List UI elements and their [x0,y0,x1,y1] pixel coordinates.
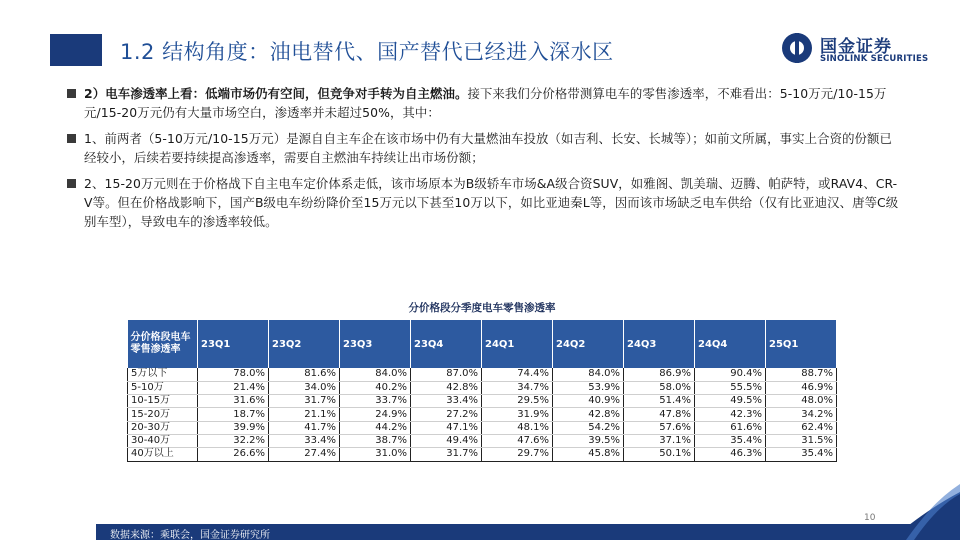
value-cell: 37.1% [624,434,695,447]
value-cell: 18.7% [198,408,269,421]
value-cell: 39.9% [198,421,269,434]
value-cell: 33.4% [269,434,340,447]
value-cell: 81.6% [269,368,340,381]
table-caption: 分价格段分季度电车零售渗透率 [408,302,556,314]
square-bullet-icon [67,134,76,143]
value-cell: 62.4% [766,421,837,434]
value-cell: 45.8% [553,448,624,461]
row-label-cell: 20-30万 [128,421,198,434]
logo-text-cn: 国金证券 [820,37,892,57]
value-cell: 46.3% [695,448,766,461]
row-label-cell: 40万以上 [128,448,198,461]
table-row [128,434,837,447]
value-cell: 21.1% [269,408,340,421]
value-cell: 42.8% [553,408,624,421]
table-row [128,368,837,381]
value-cell: 26.6% [198,448,269,461]
column-header: 23Q3 [340,320,411,368]
column-header: 23Q1 [198,320,269,368]
table-header-row [128,320,837,368]
value-cell: 27.4% [269,448,340,461]
value-cell: 47.6% [482,434,553,447]
row-label-cell: 15-20万 [128,408,198,421]
column-header: 25Q1 [766,320,837,368]
value-cell: 42.8% [411,381,482,394]
value-cell: 84.0% [340,368,411,381]
column-header: 23Q2 [269,320,340,368]
value-cell: 57.6% [624,421,695,434]
title-accent-bar [50,34,102,66]
header-label-cell: 分价格段电车零售渗透率 [128,320,198,368]
value-cell: 34.7% [482,381,553,394]
bullet-item [66,129,902,167]
table-row [128,395,837,408]
value-cell: 40.9% [553,395,624,408]
table-row [128,448,837,461]
table-row [128,421,837,434]
value-cell: 29.5% [482,395,553,408]
value-cell: 24.9% [340,408,411,421]
value-cell: 78.0% [198,368,269,381]
value-cell: 31.5% [766,434,837,447]
value-cell: 31.6% [198,395,269,408]
row-label-cell: 30-40万 [128,434,198,447]
value-cell: 58.0% [624,381,695,394]
value-cell: 88.7% [766,368,837,381]
corner-swoosh-decoration [870,480,960,540]
value-cell: 90.4% [695,368,766,381]
value-cell: 29.7% [482,448,553,461]
column-header: 24Q3 [624,320,695,368]
value-cell: 53.9% [553,381,624,394]
value-cell: 46.9% [766,381,837,394]
row-label-cell: 10-15万 [128,395,198,408]
bullet-text: 接下来我们分价格带测算电车的零售渗透率，不难看出：5-10万元/10-15万元/15-20万元仍有大量市场空白，渗透率并未超过50%，其中： [84,86,887,120]
value-cell: 55.5% [695,381,766,394]
bullet-text: 1、前两者（5-10万元/10-15万元）是源自自主车企在该市场中仍有大量燃油车投放（如吉利、长安、长城等）；如前文所属，事实上合资的份额已经较小，后续若要持续提高渗透率，需要自主燃油车持续让出市场份额； [84,131,893,165]
value-cell: 54.2% [553,421,624,434]
value-cell: 48.1% [482,421,553,434]
value-cell: 35.4% [766,448,837,461]
value-cell: 61.6% [695,421,766,434]
value-cell: 86.9% [624,368,695,381]
value-cell: 31.0% [340,448,411,461]
page-number: 10 [864,513,876,523]
column-header: 24Q1 [482,320,553,368]
value-cell: 40.2% [340,381,411,394]
square-bullet-icon [67,179,76,188]
value-cell: 27.2% [411,408,482,421]
bullet-text: 2、15-20万元则在于价格战下自主电车定价体系走低，该市场原本为B级轿车市场&A级合资SUV，如雅阁、凯美瑞、迈腾、帕萨特，或RAV4、CR-V等。但在价格战影响下，国产B级电车纷纷降价至15万元以下甚至10万以下，如比亚迪秦L等，因而该市场缺乏电车供给（仅有比亚迪汉、唐等C级别车型），导致电车的渗透率较低。 [84,176,899,229]
value-cell: 44.2% [340,421,411,434]
value-cell: 31.9% [482,408,553,421]
value-cell: 35.4% [695,434,766,447]
logo-text-en: SINOLINK SECURITIES [820,54,929,64]
value-cell: 50.1% [624,448,695,461]
penetration-table [127,320,837,462]
bullet-item [66,84,902,122]
value-cell: 32.2% [198,434,269,447]
value-cell: 47.8% [624,408,695,421]
value-cell: 39.5% [553,434,624,447]
column-header: 24Q4 [695,320,766,368]
table-row [128,381,837,394]
value-cell: 21.4% [198,381,269,394]
value-cell: 38.7% [340,434,411,447]
data-source-note: 数据来源：乘联会，国金证券研究所 [110,530,270,540]
value-cell: 49.4% [411,434,482,447]
value-cell: 33.4% [411,395,482,408]
value-cell: 31.7% [411,448,482,461]
value-cell: 87.0% [411,368,482,381]
square-bullet-icon [67,89,76,98]
value-cell: 84.0% [553,368,624,381]
value-cell: 34.0% [269,381,340,394]
value-cell: 34.2% [766,408,837,421]
value-cell: 49.5% [695,395,766,408]
value-cell: 31.7% [269,395,340,408]
brand-logo [782,32,942,68]
logo-mark-icon [782,33,812,63]
column-header: 24Q2 [553,320,624,368]
table-body [128,368,837,461]
table-row [128,408,837,421]
column-header: 23Q4 [411,320,482,368]
row-label-cell: 5万以下 [128,368,198,381]
bullet-list [66,84,902,238]
value-cell: 51.4% [624,395,695,408]
page-title: 1.2 结构角度：油电替代、国产替代已经进入深水区 [120,40,614,64]
value-cell: 47.1% [411,421,482,434]
row-label-cell: 5-10万 [128,381,198,394]
value-cell: 41.7% [269,421,340,434]
value-cell: 42.3% [695,408,766,421]
value-cell: 74.4% [482,368,553,381]
bullet-item [66,174,902,231]
bullet-lead: 2）电车渗透率上看：低端市场仍有空间，但竞争对手转为自主燃油。 [84,86,468,101]
value-cell: 33.7% [340,395,411,408]
value-cell: 48.0% [766,395,837,408]
